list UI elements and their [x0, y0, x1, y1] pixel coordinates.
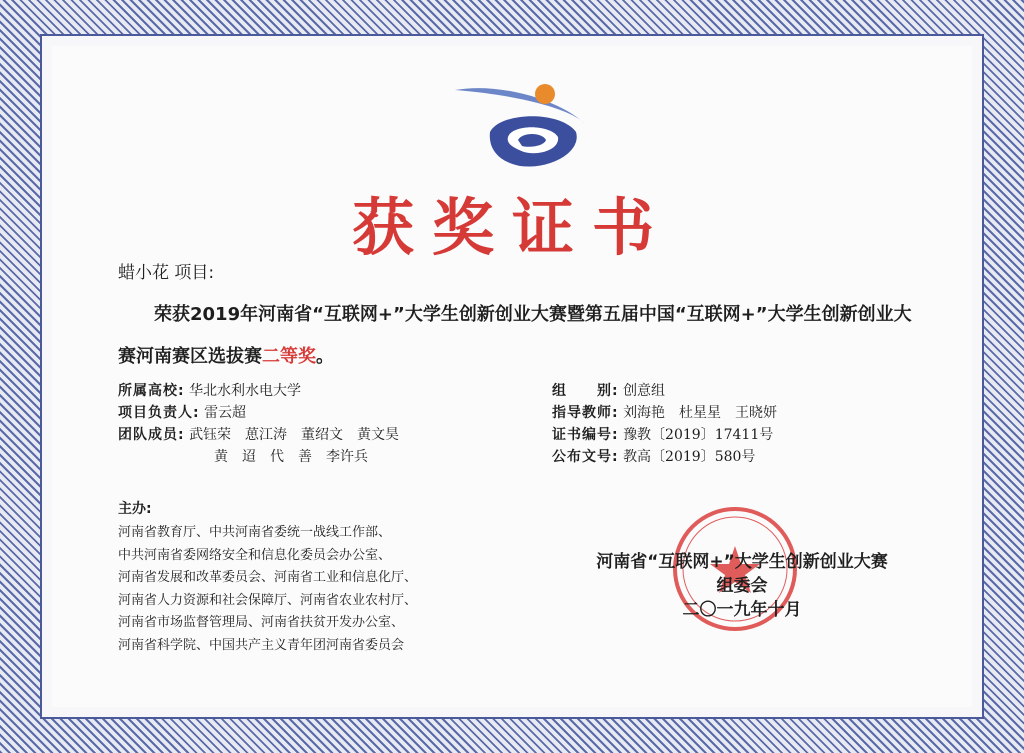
school-value: 华北水利水电大学	[189, 383, 302, 399]
cert-no-row	[552, 424, 777, 446]
recipient-name: 蜡小花	[118, 263, 169, 283]
mentor-row	[552, 402, 777, 424]
left-info-block	[118, 380, 399, 468]
organizer-line: 河南省教育厅、中共河南省委统一战线工作部、	[118, 525, 392, 540]
award-level: 二等奖	[262, 346, 316, 367]
leader-row	[118, 402, 399, 424]
recipient-line	[118, 258, 214, 283]
award-statement	[118, 294, 918, 378]
group-label: 组 别:	[552, 383, 619, 399]
team-label: 团队成员:	[118, 427, 185, 443]
committee-line2: 组委会	[716, 576, 768, 596]
doc-no-label: 公布文号:	[552, 449, 619, 465]
mentor-label: 指导教师:	[552, 405, 619, 421]
organizer-line: 中共河南省委网络安全和信息化委员会办公室、	[118, 547, 392, 563]
leader-label: 项目负责人:	[118, 405, 200, 421]
organizers-title: 主办:	[118, 501, 152, 517]
award-text: 荣获2019年河南省“互联网+”大学生创新创业大赛暨第五届中国“互联网+”大学生创新创业大赛河南赛区选拔赛	[118, 304, 912, 367]
certificate-title: 获奖证书	[351, 191, 672, 264]
organizer-line: 河南省市场监督管理局、河南省扶贫开发办公室、	[118, 615, 405, 630]
team-row	[118, 424, 399, 446]
organizer-line: 河南省发展和改革委员会、河南省工业和信息化厅、	[118, 570, 418, 585]
certificate-page	[52, 46, 972, 707]
award-end: 。	[316, 346, 334, 367]
school-row	[118, 380, 399, 402]
doc-no-row	[552, 446, 777, 468]
doc-no-value: 教高〔2019〕580号	[623, 449, 756, 465]
committee-line1: 河南省“互联网+”大学生创新创业大赛	[596, 552, 888, 572]
cert-no-label: 证书编号:	[552, 427, 619, 443]
organizer-line: 河南省科学院、中国共产主义青年团河南省委员会	[118, 637, 405, 653]
team-row-2	[118, 446, 399, 468]
right-info-block	[552, 380, 777, 468]
leader-value: 雷云超	[204, 405, 247, 421]
organizers-list	[118, 522, 417, 657]
competition-logo	[450, 82, 600, 177]
cert-no-value: 豫教〔2019〕17411号	[623, 427, 774, 443]
issuing-committee	[582, 550, 902, 622]
organizer-line: 河南省人力资源和社会保障厅、河南省农业农村厅、	[118, 592, 418, 608]
group-row	[552, 380, 777, 402]
team-members-line1: 武钰荣 葸江涛 董绍文 黄文昊	[189, 427, 400, 443]
issue-date: 二〇一九年十月	[682, 600, 802, 620]
team-members-line2: 黄 迢 代 善 李许兵	[214, 449, 368, 465]
mentor-value: 刘海艳 杜星星 王晓妍	[623, 405, 778, 421]
school-label: 所属高校:	[118, 383, 185, 399]
group-value: 创意组	[623, 383, 666, 399]
recipient-suffix: 项目:	[174, 263, 215, 283]
